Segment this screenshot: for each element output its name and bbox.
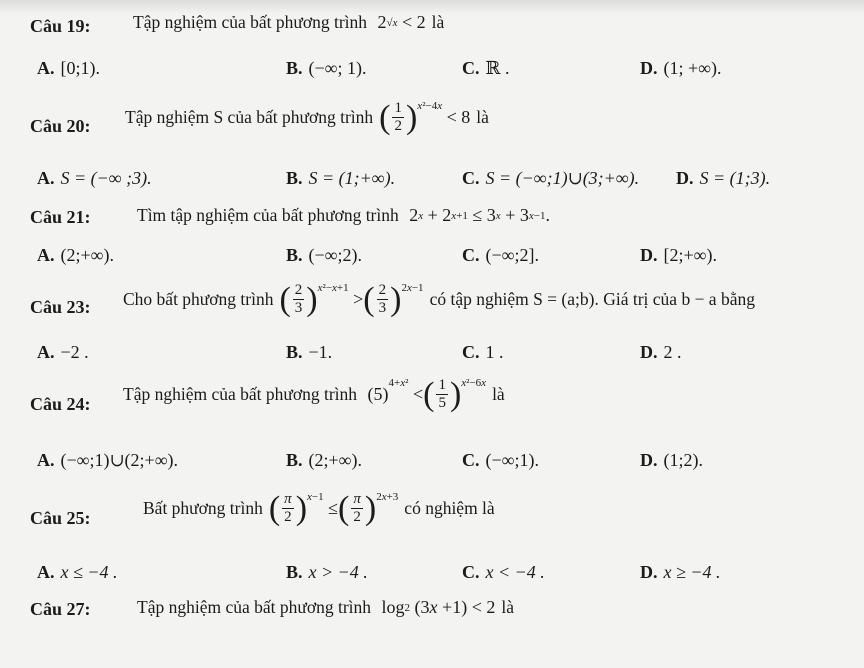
question-25-tail: có nghiệm là bbox=[404, 498, 495, 518]
question-24-option-b[interactable]: B. (2;+∞). bbox=[286, 450, 362, 470]
question-27-stem bbox=[137, 597, 514, 618]
question-19-option-d[interactable]: D. (1; +∞). bbox=[640, 58, 722, 78]
question-19-inequality: 2 √x < 2 bbox=[373, 12, 426, 32]
question-21-option-b[interactable]: B. (−∞;2). bbox=[286, 245, 362, 265]
question-20-option-a[interactable]: A. S = (−∞ ;3). bbox=[37, 168, 152, 188]
question-20-option-c[interactable]: C. S = (−∞;1)∪(3;+∞). bbox=[462, 168, 640, 188]
question-24-number: Câu 24: bbox=[30, 394, 91, 414]
question-21-inequality: 2 x + 2 x+1 ≤ 3 x + 3 x−1 . bbox=[404, 205, 550, 225]
question-19-number: Câu 19: bbox=[30, 16, 91, 36]
question-25-option-b[interactable]: B. x > −4 . bbox=[286, 562, 368, 582]
question-23-number: Câu 23: bbox=[30, 297, 91, 317]
question-21-number: Câu 21: bbox=[30, 207, 91, 227]
question-25-number: Câu 25: bbox=[30, 508, 91, 528]
question-21-text: Tìm tập nghiệm của bất phương trình bbox=[137, 205, 399, 225]
question-19-option-c[interactable]: C. ℝ . bbox=[462, 58, 510, 78]
question-27-number: Câu 27: bbox=[30, 599, 91, 619]
question-19-option-a[interactable]: A. [0;1). bbox=[37, 58, 100, 78]
question-20-tail: là bbox=[476, 107, 489, 127]
question-23-text: Cho bất phương trình bbox=[123, 289, 274, 309]
question-27-text: Tập nghiệm của bất phương trình bbox=[137, 597, 372, 617]
question-23-option-a[interactable]: A. −2 . bbox=[37, 342, 89, 362]
question-19-text: Tập nghiệm của bất phương trình bbox=[133, 12, 368, 32]
question-19-stem bbox=[133, 12, 444, 33]
question-21-option-c[interactable]: C. (−∞;2]. bbox=[462, 245, 539, 265]
question-24-option-c[interactable]: C. (−∞;1). bbox=[462, 450, 539, 470]
question-24-tail: là bbox=[492, 384, 505, 404]
question-24-option-d[interactable]: D. (1;2). bbox=[640, 450, 703, 470]
question-24-text: Tập nghiệm của bất phương trình bbox=[123, 384, 358, 404]
question-23-option-d[interactable]: D. 2 . bbox=[640, 342, 682, 362]
question-20-option-b[interactable]: B. S = (1;+∞). bbox=[286, 168, 396, 188]
question-23-stem bbox=[123, 282, 755, 317]
question-25-text: Bất phương trình bbox=[143, 498, 263, 518]
question-25-stem bbox=[143, 491, 495, 526]
question-19-option-b[interactable]: B. (−∞; 1). bbox=[286, 58, 367, 78]
question-24-option-a[interactable]: A. (−∞;1)∪(2;+∞). bbox=[37, 450, 179, 470]
question-21-option-d[interactable]: D. [2;+∞). bbox=[640, 245, 717, 265]
question-23-tail: có tập nghiệm S = (a;b). Giá trị của b − a bằng bbox=[429, 289, 755, 309]
question-20-stem bbox=[125, 100, 489, 135]
question-27-tail: là bbox=[501, 597, 514, 617]
question-23-option-b[interactable]: B. −1. bbox=[286, 342, 333, 362]
question-24-inequality: (5) 4+x² < ( $\frac{1}{5}$ ) $^{x ^2-6x}$ bbox=[363, 375, 487, 413]
question-25-option-c[interactable]: C. x < −4 . bbox=[462, 562, 545, 582]
question-25-inequality: ( $\frac{\pi}{2}$ ) $^{x -1}$ ≤ ( $\frac{\pi}{2}$ ) $^{2x +3}$ bbox=[268, 489, 399, 527]
question-25-option-a[interactable]: A. x ≤ −4 . bbox=[37, 562, 118, 582]
question-25-option-d[interactable]: D. x ≥ −4 . bbox=[640, 562, 721, 582]
question-23-option-c[interactable]: C. 1 . bbox=[462, 342, 504, 362]
question-23-inequality: ( $\frac{2}{3}$ ) $^{x ^2-x +1}$ > ( $\frac{2}{3}$ ) $^{2x -1}$ bbox=[279, 280, 424, 318]
question-20-number: Câu 20: bbox=[30, 116, 91, 136]
question-21-option-a[interactable]: A. (2;+∞). bbox=[37, 245, 114, 265]
question-20-inequality: ( $\frac{1}{2}$ ) $^{x ^2-4x}$ < 8 bbox=[379, 98, 471, 136]
question-20-option-d[interactable]: D. S = (1;3). bbox=[676, 168, 771, 188]
question-21-stem bbox=[137, 205, 550, 226]
question-27-inequality: log 2 (3 x +1) < 2 bbox=[377, 597, 496, 617]
question-20-text: Tập nghiệm S của bất phương trình bbox=[125, 107, 374, 127]
question-19-tail: là bbox=[431, 12, 445, 32]
question-24-stem bbox=[123, 377, 505, 412]
